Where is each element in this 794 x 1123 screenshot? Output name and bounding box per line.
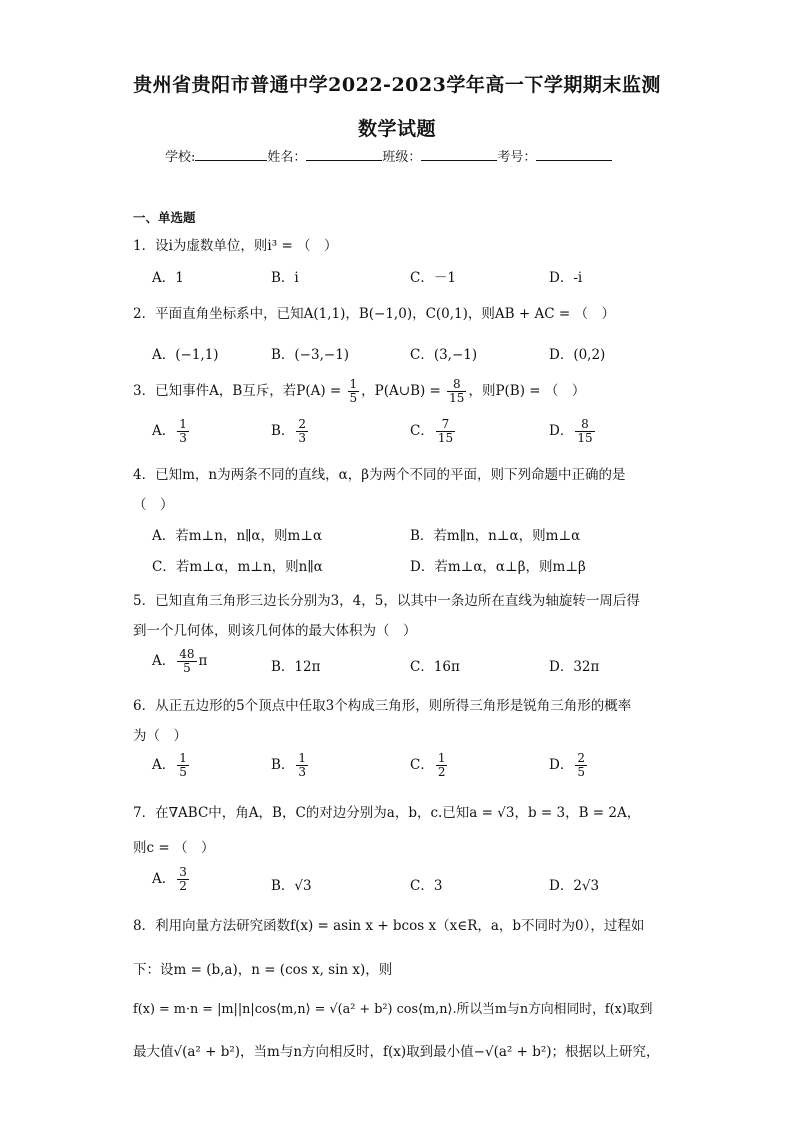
q7-option-c[interactable]: C．3: [410, 878, 443, 894]
exam-no-label: 考号：: [497, 150, 537, 165]
q2-option-b[interactable]: B．(−3,−1): [271, 347, 350, 363]
class-blank[interactable]: [421, 147, 497, 161]
q7-option-b[interactable]: B．√3: [271, 878, 312, 894]
school-blank[interactable]: [195, 147, 267, 161]
question-3: 3．已知事件A，B互斥，若P(A) = $\frac{1}{5}$ ，P(A∪B) = $\frac{8}{15}$ ，则P(B) = （ ）: [133, 377, 586, 405]
q2-option-c[interactable]: C．(3,−1): [410, 347, 478, 363]
q6-option-b[interactable]: B． $\frac{1}{3}$: [271, 751, 307, 779]
q4-option-b[interactable]: B．若m∥n，n⊥α，则m⊥α: [410, 528, 581, 544]
question-2: 2．平面直角坐标系中，已知A(1,1)，B(−1,0)，C(0,1)，则AB + AC = （ ）: [133, 306, 615, 322]
q6-option-a[interactable]: A． $\frac{1}{5}$: [152, 751, 187, 779]
q4-option-a[interactable]: A．若m⊥n，n∥α，则m⊥α: [152, 528, 323, 544]
exam-subtitle: 数学试题: [357, 118, 436, 140]
exam-title: 贵州省贵阳市普通中学2022-2023学年高一下学期期末监测: [133, 74, 661, 96]
exam-no-blank[interactable]: [536, 147, 612, 161]
q2-option-d[interactable]: D．(0,2): [549, 347, 606, 363]
q1-option-b[interactable]: B．i: [271, 270, 299, 286]
student-info-line: [165, 146, 612, 165]
q5-option-b[interactable]: B．12π: [271, 659, 321, 675]
question-8: 8．利用向量方法研究函数f(x) = asin x + bcos x（x∈R，a，b不同时为0），过程如: [133, 918, 645, 934]
name-blank[interactable]: [306, 147, 382, 161]
question-4: 4．已知m，n为两条不同的直线，α，β为两个不同的平面，则下列命题中正确的是: [133, 467, 626, 483]
fraction-p-a: $\frac{1}{5}$: [349, 377, 358, 405]
fraction-p-aub: $\frac{8}{15}$: [449, 377, 465, 405]
q1-option-d[interactable]: D．-i: [549, 270, 583, 286]
q3-option-a[interactable]: A． $\frac{1}{3}$: [152, 417, 187, 445]
q3-option-b[interactable]: B． $\frac{2}{3}$: [271, 417, 307, 445]
question-5: 5．已知直角三角形三边长分别为3，4，5，以其中一条边所在直线为轴旋转一周后得: [133, 593, 640, 609]
q1-option-c[interactable]: C．－1: [410, 270, 456, 286]
q5-option-a[interactable]: A． $\frac{48}{5}$ π: [152, 647, 208, 675]
q5-option-c[interactable]: C．16π: [410, 659, 460, 675]
q3-option-d[interactable]: D． $\frac{8}{15}$: [549, 417, 593, 445]
question-6-line2: 为（ ）: [133, 728, 187, 744]
question-8-line4: 最大值√(a² + b²)，当m与n方向相反时，f(x)取到最小值−√(a² + b²)；根据以上研究，: [133, 1044, 660, 1060]
section-title: 一、单选题: [133, 210, 196, 225]
q4-option-d[interactable]: D．若m⊥α，α⊥β，则m⊥β: [410, 559, 586, 575]
question-7: 7．在∇ABC中，角A，B，C的对边分别为a，b，c.已知a = √3，b = 3，B = 2A，: [133, 805, 641, 821]
question-4-line2: （ ）: [133, 497, 174, 513]
name-label: 姓名：: [267, 150, 307, 165]
q7-option-d[interactable]: D．2√3: [549, 878, 600, 894]
q6-option-c[interactable]: C． $\frac{1}{2}$: [410, 751, 446, 779]
q2-option-a[interactable]: A．(−1,1): [152, 347, 219, 363]
i-cubed: i³: [267, 238, 278, 254]
class-label: 班级：: [382, 150, 422, 165]
question-1: 1．设i为虚数单位，则i³ = （ ）: [133, 238, 338, 254]
question-8-line3: f(x) = m·n = |m||n|cos⟨m,n⟩ = √(a² + b²) cos⟨m,n⟩.所以当m与n方向相同时，f(x)取到: [133, 1002, 653, 1017]
q1-option-a[interactable]: A．1: [152, 270, 184, 286]
q4-option-c[interactable]: C．若m⊥α，m⊥n，则n∥α: [152, 559, 323, 575]
question-8-line2: 下：设m = (b,a)，n = (cos x, sin x)，则: [133, 962, 393, 978]
q3-option-c[interactable]: C． $\frac{7}{15}$: [410, 417, 454, 445]
q6-option-d[interactable]: D． $\frac{2}{5}$: [549, 751, 585, 779]
question-6: 6．从正五边形的5个顶点中任取3个构成三角形，则所得三角形是锐角三角形的概率: [133, 698, 632, 714]
question-5-line2: 到一个几何体，则该几何体的最大体积为（ ）: [133, 623, 417, 639]
question-7-line2: 则c = （ ）: [133, 840, 215, 856]
q7-option-a[interactable]: A． $\frac{3}{2}$: [152, 865, 187, 893]
school-label: 学校:: [165, 150, 196, 165]
q5-option-d[interactable]: D．32π: [549, 659, 600, 675]
